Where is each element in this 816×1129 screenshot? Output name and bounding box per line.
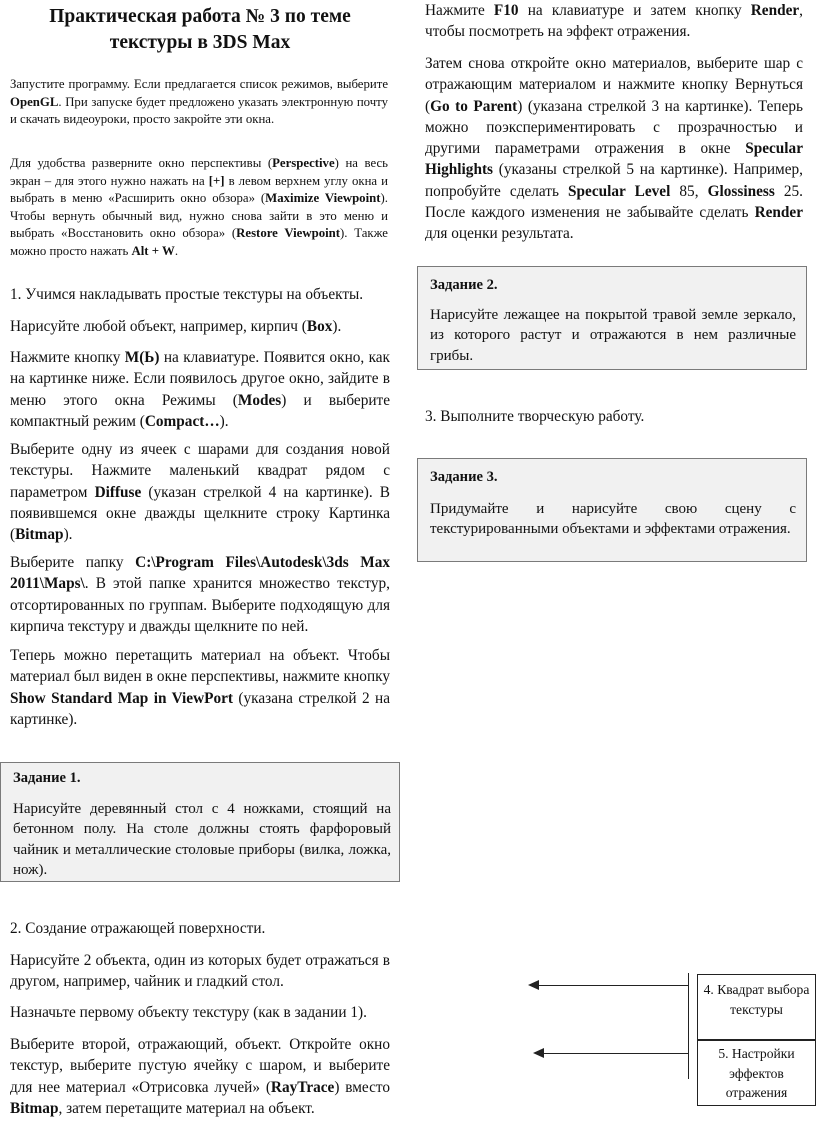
task-3-box [417,458,807,562]
s2-paragraph-3: Выберите второй, отражающий, объект. Откройте окно текстур, выберите пустую ячейку с шаром, и выберите для нее материал «Отрисовка лучей» (RayTrace) вместо Bitmap, затем перетащите материал на объект. [10,1036,391,1117]
section-1-heading: 1. Учимся накладывать простые текстуры на объекты. [10,286,364,303]
task-2-title: Задание 2. [430,277,498,293]
intro-paragraph-1: Запустите программу. Если предлагается список режимов, выберите OpenGL. При запуске будет предложено указать электронную почту и скачать видеоуроки, просто закройте эти окна. [10,77,388,126]
arrow-5-shaft [543,1053,688,1054]
s1-paragraph-2: Нажмите кнопку M(Ь) на клавиатуре. Появится окно, как на картинке ниже. Если появилось другое окно, зайдите в меню этого окна Режимы (Modes) и выберите компактный режим (Compact…). [10,349,390,430]
task-1-title: Задание 1. [13,770,81,786]
task-2-body: Нарисуйте лежащее на покрытой травой земле зеркало, из которого растут и отражаются в нем различные грибы. [430,307,796,364]
task-1-body: Нарисуйте деревянный стол с 4 ножками, стоящий на бетонном полу. На столе должны стоять фарфоровый чайник и металлические столовые приборы (вилка, ложка, нож). [13,801,391,879]
s1-paragraph-4: Выберите папку C:\Program Files\Autodesk\3ds Max 2011\Maps\. В этой папке хранится множество текстур, отсортированных по группам. Выберите подходящую для кирпича текстуру и дважды щелкните по ней. [10,554,390,635]
task-3-body: Придумайте и нарисуйте свою сцену с текстурированными объектами и эффектами отражения. [430,501,796,538]
arrow-4-head-icon [528,980,539,990]
r-paragraph-2: Затем снова откройте окно материалов, выберите шар с отражающим материалом и нажмите кнопку Вернуться (Go to Parent) (указана стрелкой 3 на картинке). Теперь можно поэкспериментировать с прозрачностью и другими параметрами отражения в окне Specular Highlights (указаны стрелкой 5 на картинке). Например, попробуйте сделать Specular Level 85, Glossiness 25. После каждого изменения не забывайте сделать Render для оценки результата. [425,55,803,243]
intro-paragraph-2: Для удобства разверните окно перспективы (Perspective) на весь экран – для этого нужно нажать на [+] в левом верхнем углу окна и выбрать в меню «Расширить окно обзора» (Maximize Viewpoint). Чтобы вернуть обычный вид, нужно снова зайти в это меню и выбрать «Восстановить окно обзора» (Restore Viewpoint). Также можно просто нажать Alt + W. [10,156,389,258]
task-1-box [0,762,400,882]
page-title: Практическая работа № 3 по теме текстуры в 3DS Max [49,6,351,53]
section-2-heading: 2. Создание отражающей поверхности. [10,920,266,937]
task-3-title: Задание 3. [430,469,498,485]
arrow-5-head-icon [533,1048,544,1058]
task-2-box [417,266,807,370]
callout-bracket-line [688,973,689,1079]
callout-5: 5. Настройки эффектов отражения [697,1040,816,1106]
section-3-heading: 3. Выполните творческую работу. [425,408,645,425]
r-paragraph-1: Нажмите F10 на клавиатуре и затем кнопку Render, чтобы посмотреть на эффект отражения. [425,2,803,41]
s1-paragraph-5: Теперь можно перетащить материал на объект. Чтобы материал был виден в окне перспективы, нажмите кнопку Show Standard Map in ViewPort (указана стрелкой 2 на картинке). [10,647,391,728]
s1-paragraph-3: Выберите одну из ячеек с шарами для создания новой текстуры. Нажмите маленький квадрат рядом с параметром Diffuse (указан стрелкой 4 на картинке). В появившемся окне дважды щелкните строку Картинка (Bitmap). [10,441,391,544]
callout-4: 4. Квадрат выбора текстуры [697,974,816,1040]
s2-paragraph-1: Нарисуйте 2 объекта, один из которых будет отражаться в другом, например, чайник и гладкий стол. [10,952,390,991]
arrow-4-shaft [538,985,688,986]
s1-paragraph-1: Нарисуйте любой объект, например, кирпич (Box). [10,318,342,335]
s2-paragraph-2: Назначьте первому объекту текстуру (как в задании 1). [10,1004,367,1021]
